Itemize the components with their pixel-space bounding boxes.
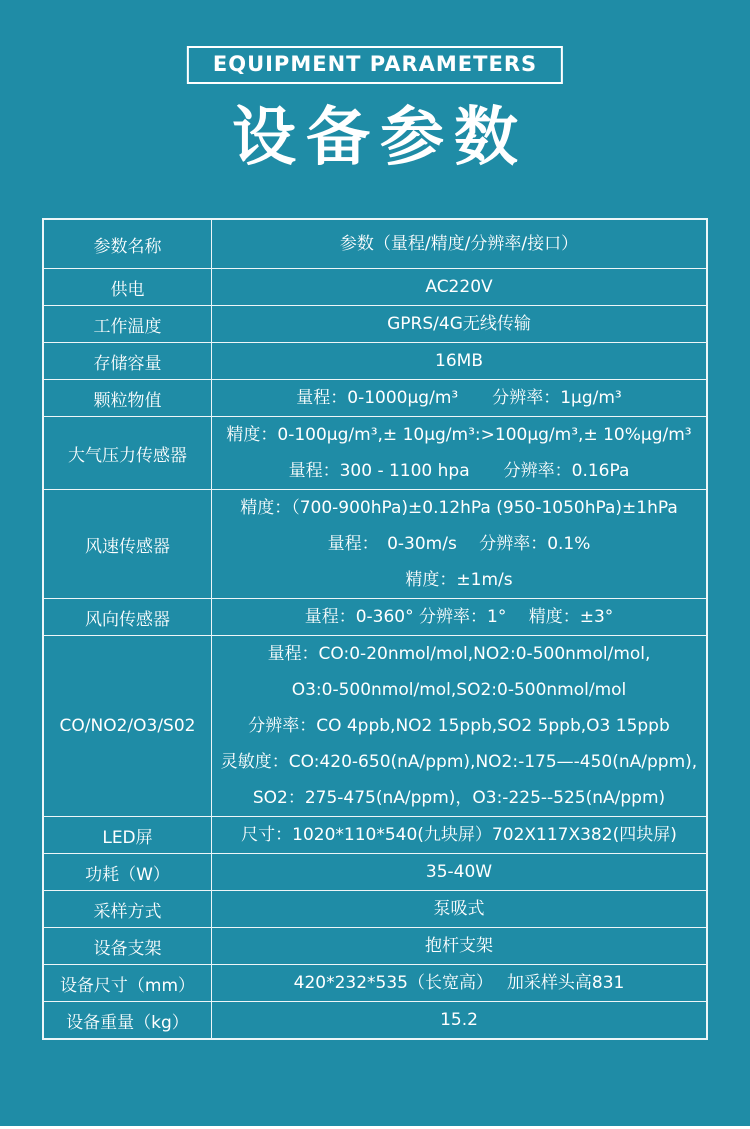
param-value-cell <box>212 891 706 927</box>
param-value-line: SO2：275-475(nA/ppm)，O3:-225--525(nA/ppm) <box>252 788 666 808</box>
param-name-cell: LED屏 <box>44 817 212 853</box>
param-value-cell <box>212 817 706 853</box>
param-value-cell <box>212 269 706 305</box>
param-value-cell <box>212 380 706 416</box>
param-name-cell: 工作温度 <box>44 306 212 342</box>
param-name-cell: 参数名称 <box>44 220 212 268</box>
param-value-line: 15.2 <box>440 1010 478 1030</box>
param-value-line: GPRS/4G无线传输 <box>387 314 531 334</box>
table-row <box>44 598 706 635</box>
parameters-table <box>42 218 708 1040</box>
param-name-cell: 设备尺寸（mm） <box>44 965 212 1001</box>
table-row <box>44 379 706 416</box>
param-name-cell: 供电 <box>44 269 212 305</box>
param-value-line: 420*232*535（长宽高） 加采样头高831 <box>293 973 625 993</box>
table-row <box>44 816 706 853</box>
param-value-line: 参数（量程/精度/分辨率/接口） <box>339 234 579 254</box>
param-value-line: O3:0-500nmol/mol,SO2:0-500nmol/mol <box>291 680 627 700</box>
param-value-line: 量程：CO:0-20nmol/mol,NO2:0-500nmol/mol, <box>267 644 651 664</box>
table-row <box>44 964 706 1001</box>
param-value-line: 精度：0-100μg/m³,± 10μg/m³:>100μg/m³,± 10%μg/m³ <box>226 425 692 445</box>
table-row <box>44 489 706 598</box>
param-name-cell: 风速传感器 <box>44 490 212 598</box>
param-value-line: 16MB <box>435 351 483 371</box>
param-value-cell <box>212 854 706 890</box>
param-value-cell <box>212 965 706 1001</box>
page-title: 设备参数 <box>232 101 528 175</box>
param-name-cell: 风向传感器 <box>44 599 212 635</box>
param-value-cell <box>212 636 706 816</box>
param-name-cell: 存储容量 <box>44 343 212 379</box>
param-value-line: 分辨率：CO 4ppb,NO2 15ppb,SO2 5ppb,O3 15ppb <box>248 716 670 736</box>
param-name-cell: 设备重量（kg） <box>44 1002 212 1038</box>
param-value-cell <box>212 220 706 268</box>
param-value-line: AC220V <box>425 277 493 297</box>
table-row <box>44 268 706 305</box>
param-value-line: 尺寸：1020*110*540(九块屏）702X117X382(四块屏) <box>241 825 677 845</box>
param-value-line: 精度：（700-900hPa)±0.12hPa (950-1050hPa)±1hPa <box>240 498 678 518</box>
param-value-line: 量程：0-1000μg/m³ 分辨率：1μg/m³ <box>296 388 622 408</box>
param-value-line: 35-40W <box>425 862 493 882</box>
param-value-cell <box>212 490 706 598</box>
param-value-line: 量程：300 - 1100 hpa 分辨率：0.16Pa <box>288 461 630 481</box>
table-row <box>44 890 706 927</box>
table-row <box>44 635 706 816</box>
param-value-line: 抱杆支架 <box>425 936 493 956</box>
param-name-cell: CO/NO2/O3/S02 <box>44 636 212 816</box>
param-value-cell <box>212 928 706 964</box>
table-row <box>44 1001 706 1038</box>
param-name-cell: 设备支架 <box>44 928 212 964</box>
param-value-cell <box>212 343 706 379</box>
param-name-cell: 颗粒物值 <box>44 380 212 416</box>
param-value-line: 量程： 0-30m/s 分辨率：0.1% <box>327 534 591 554</box>
table-row <box>44 342 706 379</box>
param-value-line: 灵敏度：CO:420-650(nA/ppm),NO2:-175—-450(nA/ppm), <box>220 752 698 772</box>
param-value-line: 泵吸式 <box>433 899 485 919</box>
table-row <box>44 927 706 964</box>
param-value-cell <box>212 599 706 635</box>
table-row <box>44 853 706 890</box>
table-row <box>44 416 706 489</box>
param-value-line: 量程：0-360° 分辨率：1° 精度：±3° <box>304 607 614 627</box>
table-row <box>44 220 706 268</box>
param-name-cell: 大气压力传感器 <box>44 417 212 489</box>
param-name-cell: 功耗（W） <box>44 854 212 890</box>
param-value-line: 精度：±1m/s <box>405 570 513 590</box>
param-value-cell <box>212 1002 706 1038</box>
table-row <box>44 305 706 342</box>
param-value-cell <box>212 306 706 342</box>
equipment-parameters-badge: EQUIPMENT PARAMETERS <box>187 46 563 84</box>
param-value-cell <box>212 417 706 489</box>
param-name-cell: 采样方式 <box>44 891 212 927</box>
